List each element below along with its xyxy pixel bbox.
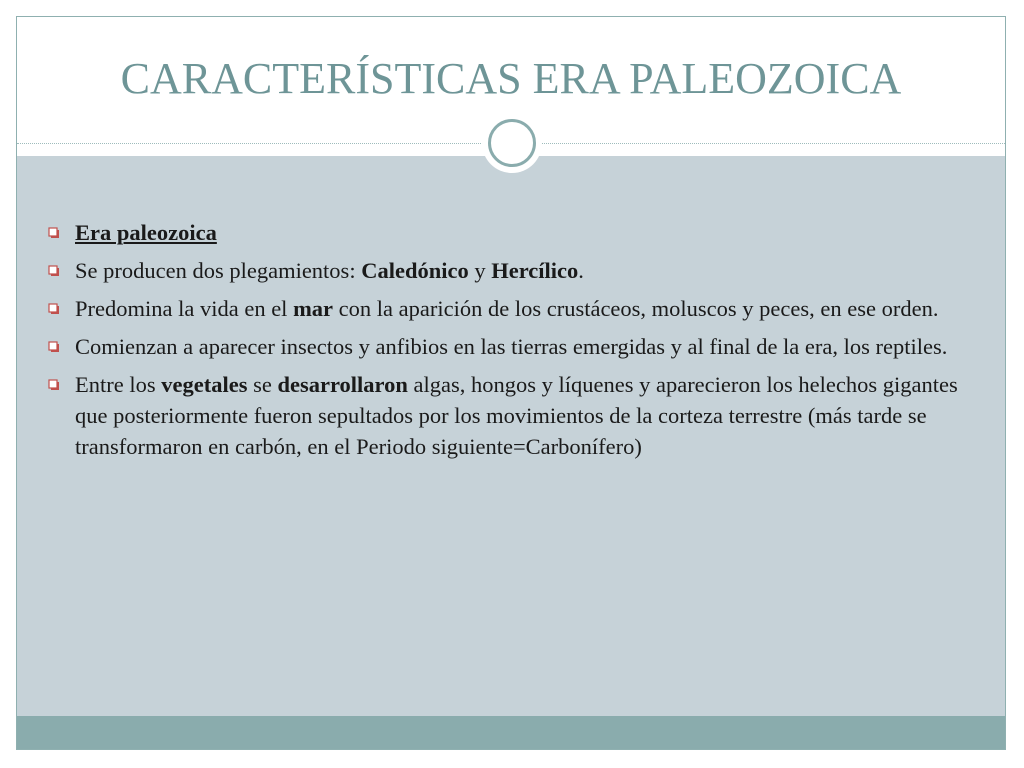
bullet-item [43,217,983,248]
bullet-bold-text: Hercílico [491,258,579,283]
bullet-bold-text: desarrollaron [277,372,408,397]
bullet-item [43,255,983,286]
bullet-bold-text: vegetales [161,372,248,397]
bullet-heading: Era paleozoica [75,220,217,245]
bullet-text: algas, hongos y líquenes y aparecieron los helechos gigantes que posteriormente fueron sepultados por los movimientos de la corteza terrestre (más tarde se transformaron en carbón, en el Periodo siguiente=Carbonífero) [75,372,958,459]
slide-title: CARACTERÍSTICAS ERA PALEOZOICA [120,54,902,103]
bullet-text: Se producen dos plegamientos: [75,258,362,283]
bullet-text: se [247,372,278,397]
circle-ornament-ring [488,119,536,167]
square-checkbox-icon [48,379,60,391]
bullet-text: con la aparición de los crustáceos, moluscos y peces, en ese orden. [333,296,939,321]
square-checkbox-icon [48,341,60,353]
square-checkbox-icon [48,227,60,239]
bullet-bold-text: mar [293,296,334,321]
bullet-text: Predomina la vida en el [75,296,294,321]
bullet-item [43,369,983,462]
bullet-list [43,217,983,469]
bullet-text: . [578,258,584,283]
bullet-text: Entre los [75,372,162,397]
bullet-item [43,331,983,362]
bullet-text: y [468,258,492,283]
bullet-bold-text: Caledónico [361,258,469,283]
square-checkbox-icon [48,303,60,315]
footer-bar [17,716,1005,750]
slide-frame [16,16,1006,750]
bullet-item [43,293,983,324]
square-checkbox-icon [48,265,60,277]
bullet-text: Comienzan a aparecer insectos y anfibios en las tierras emergidas y al final de la era, los reptiles. [75,334,948,359]
